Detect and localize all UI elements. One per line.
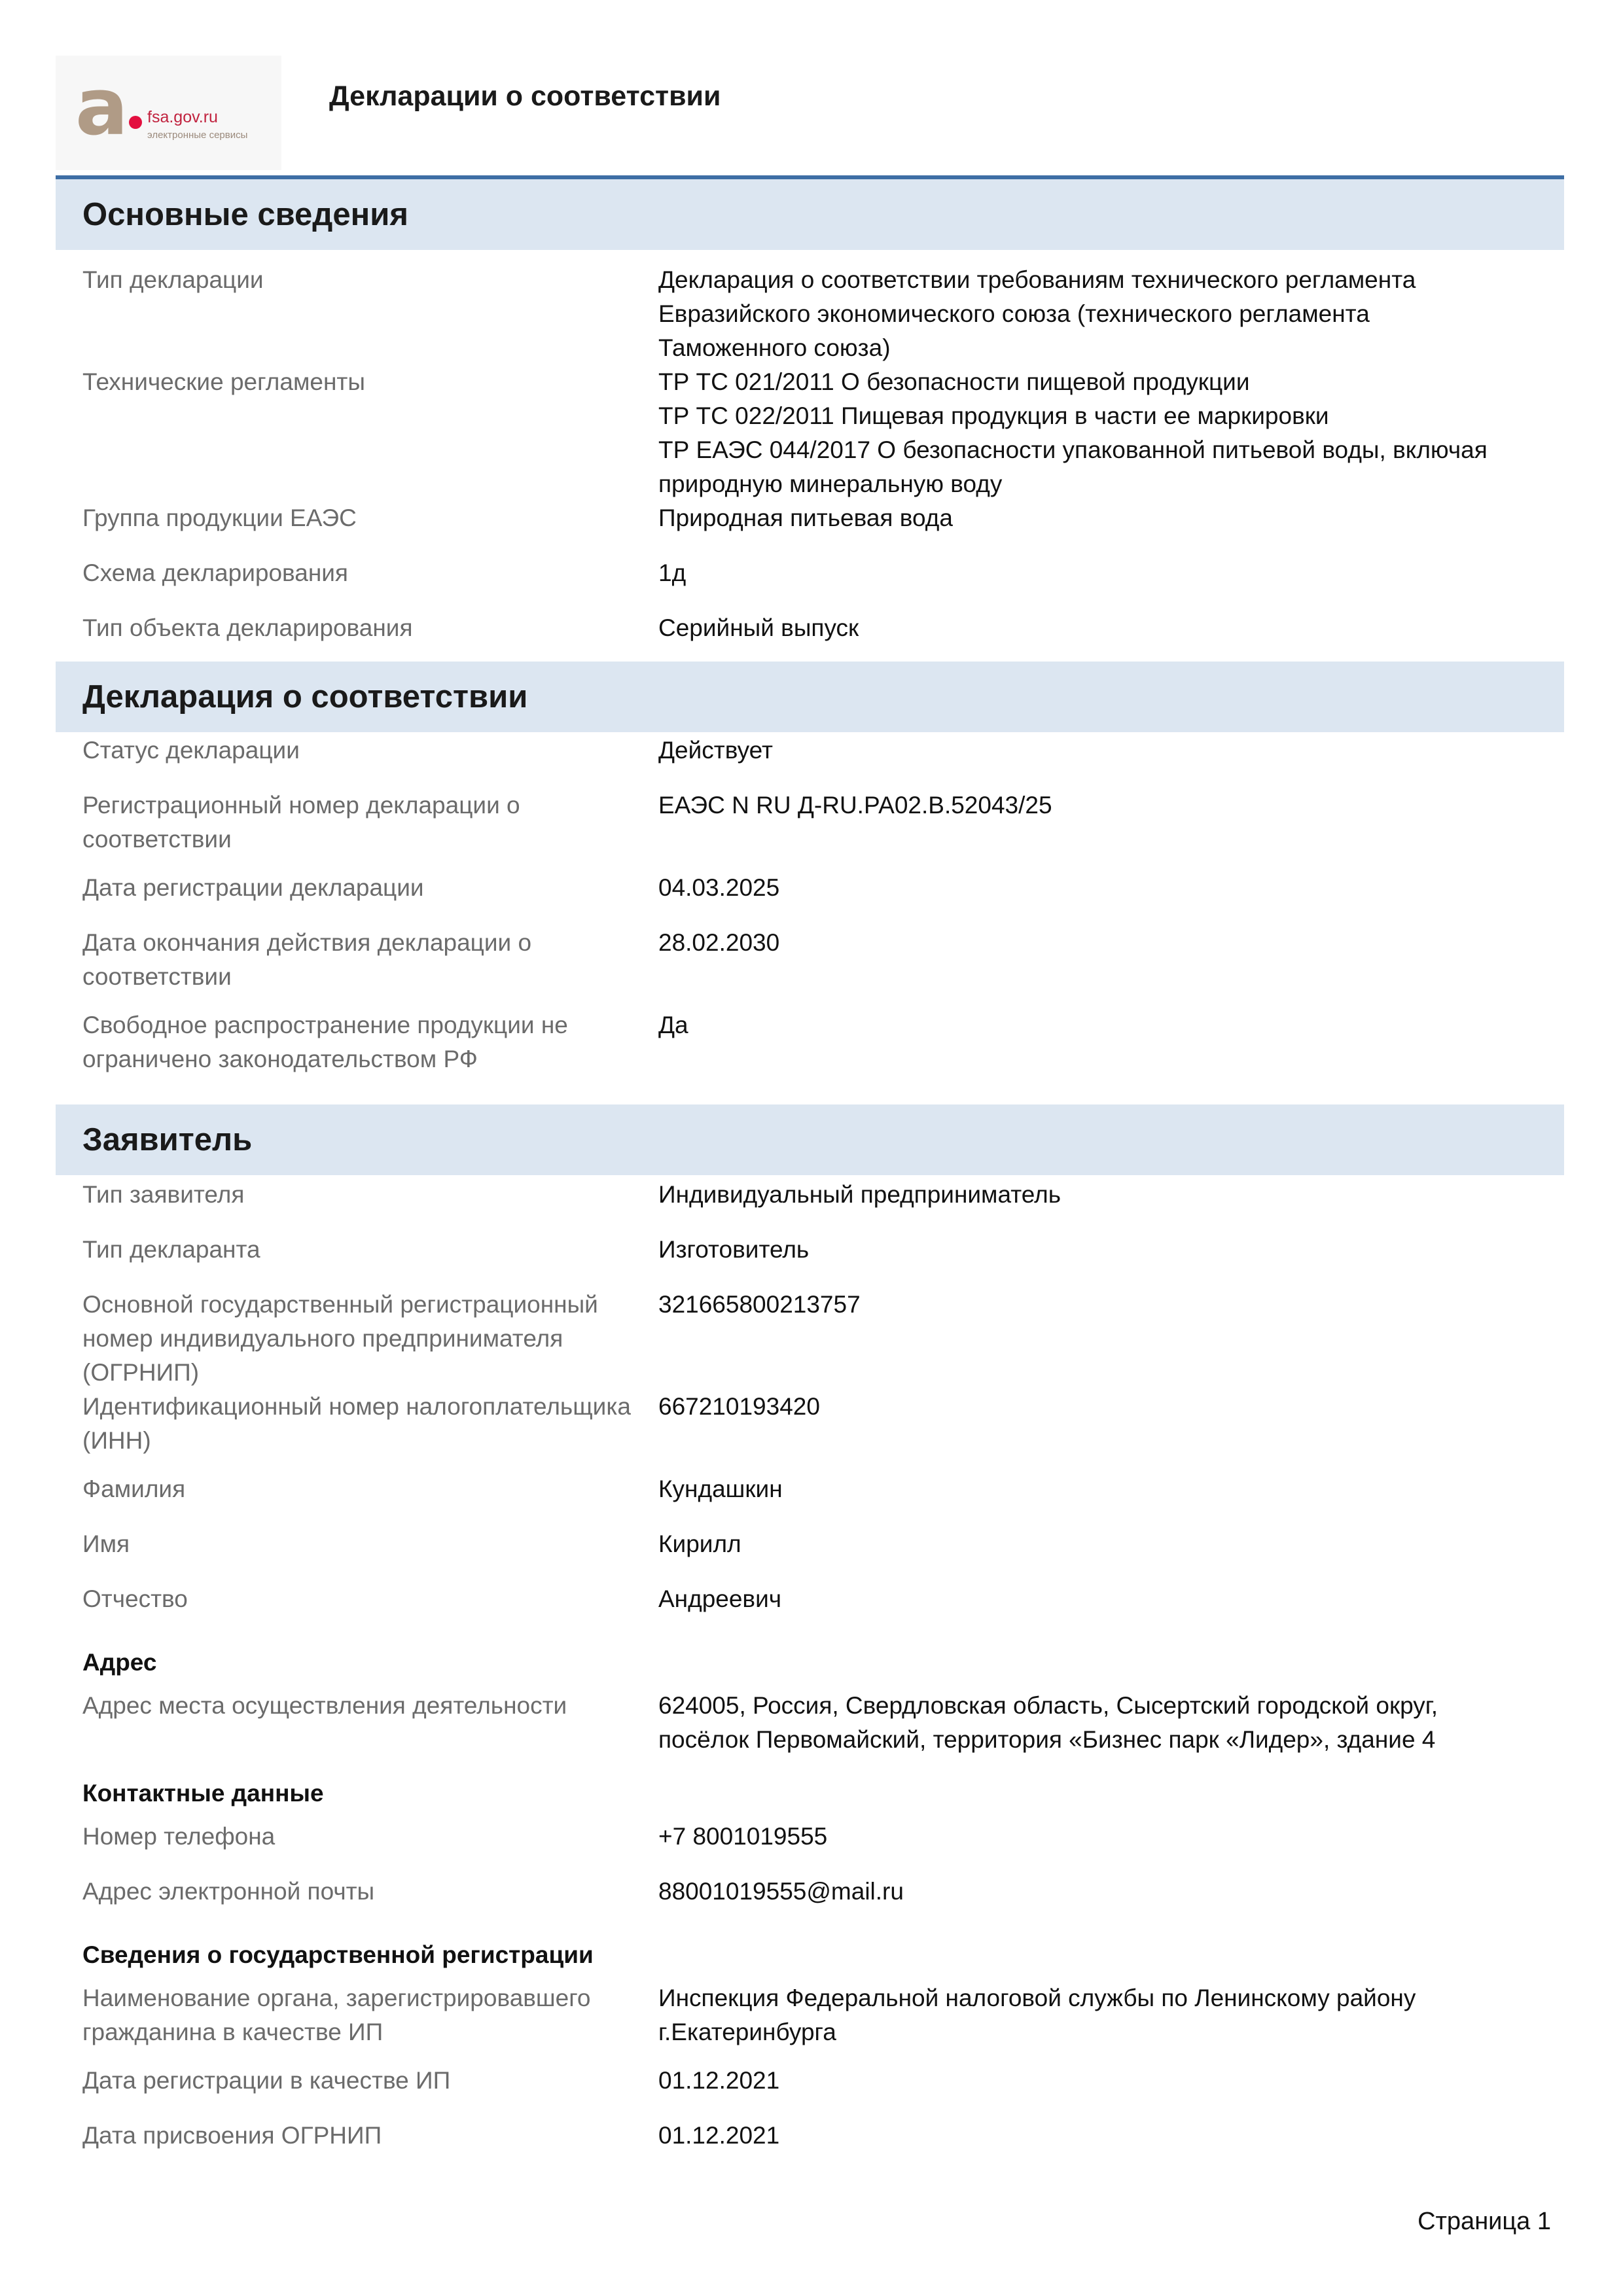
section-declaration-title: Декларация о соответствии: [56, 662, 1564, 732]
section-applicant-title: Заявитель: [56, 1104, 1564, 1175]
fsa-logo-icon: a: [75, 62, 128, 153]
row-reg-date: [56, 871, 1564, 905]
field-label: Адрес места осуществления деятельности: [82, 1692, 567, 1719]
field-value: Инспекция Федеральной налоговой службы по Ленинскому району г.Екатеринбурга: [658, 1985, 1416, 2045]
page-number: Страница 1: [1418, 2208, 1551, 2235]
row-decl-type: [56, 263, 1564, 365]
row-object-type: [56, 611, 1564, 645]
row-ip-reg-date: [56, 2064, 1564, 2098]
field-value: 667210193420: [658, 1393, 820, 1420]
address-heading: Адрес: [82, 1649, 157, 1676]
field-value: 321665800213757: [658, 1291, 861, 1318]
field-value: Природная питьевая вода: [658, 504, 953, 531]
row-declarant-type: [56, 1233, 1564, 1267]
field-value: 04.03.2025: [658, 874, 780, 901]
field-value: 1д: [658, 559, 687, 586]
row-reg-number: [56, 788, 1564, 857]
row-product-group: [56, 501, 1564, 535]
field-label: Дата регистрации декларации: [82, 874, 424, 901]
field-value: Андреевич: [658, 1585, 782, 1612]
contacts-heading: Контактные данные: [82, 1780, 324, 1807]
field-value: ЕАЭС N RU Д-RU.РА02.В.52043/25: [658, 792, 1052, 819]
page-header: [56, 56, 1564, 177]
field-label: Дата окончания действия декларации о соответствии: [82, 929, 532, 990]
field-label: Тип декларанта: [82, 1236, 260, 1263]
field-label: Тип декларации: [82, 266, 264, 293]
field-value: 01.12.2021: [658, 2067, 780, 2094]
field-value: 01.12.2021: [658, 2122, 780, 2149]
field-label: Группа продукции ЕАЭС: [82, 504, 357, 531]
page-title: Декларации о соответствии: [329, 80, 721, 112]
declaration-content: [56, 179, 1564, 2153]
row-end-date: [56, 926, 1564, 994]
row-tech-regs: [56, 365, 1564, 501]
field-label: Адрес электронной почты: [82, 1878, 375, 1905]
row-ogrnip-date: [56, 2119, 1564, 2153]
field-label: Отчество: [82, 1585, 188, 1612]
field-value: Изготовитель: [658, 1236, 810, 1263]
field-value: Декларация о соответствии требованиям технического регламента Евразийского экономического союза (технического регламента Таможенного союза): [658, 266, 1416, 361]
logo-dot: [129, 116, 142, 129]
field-value: Серийный выпуск: [658, 614, 859, 641]
field-value: Кундашкин: [658, 1475, 783, 1502]
field-label: Статус декларации: [82, 737, 300, 764]
status-value: Действует: [658, 737, 773, 764]
field-label: Тип объекта декларирования: [82, 614, 413, 641]
section-basic-title: Основные сведения: [56, 179, 1564, 250]
row-reg-authority: [56, 1981, 1564, 2049]
row-email: [56, 1875, 1564, 1909]
row-ogrnip: [56, 1288, 1564, 1390]
row-name: [56, 1527, 1564, 1561]
field-value: Индивидуальный предприниматель: [658, 1181, 1061, 1208]
field-label: Дата присвоения ОГРНИП: [82, 2122, 382, 2149]
field-value: 28.02.2030: [658, 929, 780, 956]
field-label: Дата регистрации в качестве ИП: [82, 2067, 451, 2094]
email-value: 88001019555@mail.ru: [658, 1878, 904, 1905]
field-label: Тип заявителя: [82, 1181, 245, 1208]
logo-site-text: fsa.gov.ru: [147, 108, 218, 126]
field-label: Свободное распространение продукции не ограничено законодательством РФ: [82, 1012, 568, 1072]
field-value: ТР ТС 021/2011 О безопасности пищевой продукции ТР ТС 022/2011 Пищевая продукция в части ее маркировки ТР ЕАЭС 044/2017 О безопасности упакованной питьевой воды, включая природную минеральную воду: [658, 368, 1488, 497]
row-inn: [56, 1390, 1564, 1458]
field-label: Номер телефона: [82, 1823, 276, 1850]
field-value: Да: [658, 1012, 688, 1038]
phone-value: +7 8001019555: [658, 1823, 828, 1850]
row-status: [56, 733, 1564, 768]
field-label: Схема декларирования: [82, 559, 348, 586]
row-free-circulation: [56, 1008, 1564, 1076]
field-value: Кирилл: [658, 1530, 741, 1557]
row-applicant-type: [56, 1178, 1564, 1212]
field-label: Имя: [82, 1530, 130, 1557]
row-phone: [56, 1820, 1564, 1854]
field-label: Наименование органа, зарегистрировавшего гражданина в качестве ИП: [82, 1985, 591, 2045]
field-label: Основной государственный регистрационный номер индивидуального предпринимателя (ОГРНИП): [82, 1291, 598, 1386]
row-surname: [56, 1472, 1564, 1506]
fsa-logo[interactable]: [56, 56, 281, 170]
field-label: Идентификационный номер налогоплательщика (ИНН): [82, 1393, 631, 1454]
field-label: Фамилия: [82, 1475, 186, 1502]
field-label: Регистрационный номер декларации о соответствии: [82, 792, 520, 853]
row-scheme: [56, 556, 1564, 590]
logo-subtitle: электронные сервисы: [147, 130, 248, 141]
row-address: [56, 1689, 1564, 1757]
registration-heading: Сведения о государственной регистрации: [82, 1941, 594, 1968]
row-patronymic: [56, 1582, 1564, 1616]
field-value: 624005, Россия, Свердловская область, Сысертский городской округ, посёлок Первомайский, территория «Бизнес парк «Лидер», здание 4: [658, 1692, 1438, 1753]
field-label: Технические регламенты: [82, 368, 365, 395]
